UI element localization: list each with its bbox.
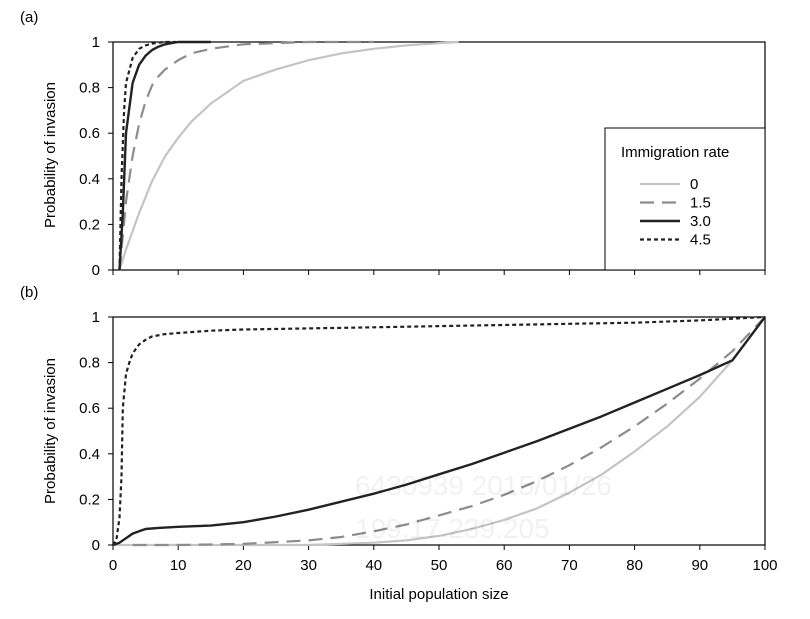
- panel-b-x-tick-label: 100: [752, 557, 778, 574]
- panel-b-y-tick-label: 0.2: [79, 491, 100, 509]
- panel-b-x-tick-label: 70: [561, 557, 578, 574]
- panel-b-x-tick-label: 30: [300, 557, 317, 574]
- panel-b-x-tick-label: 10: [169, 557, 187, 574]
- panel-a-y-tick-label: 0.2: [79, 216, 100, 234]
- panel-b-x-tick-label: 40: [365, 557, 383, 574]
- legend: [605, 128, 765, 270]
- panel-b-x-tick-label: 60: [495, 557, 513, 574]
- panel-b-y-ticks: [79, 309, 113, 554]
- panel-a-y-tick-label: 1: [91, 34, 100, 51]
- legend-title: Immigration rate: [621, 144, 730, 161]
- panel-b-series-line-0: [113, 317, 765, 545]
- panel-a: [20, 9, 765, 279]
- panel-a-y-tick-label: 0.6: [79, 125, 100, 143]
- panel-a-y-tick-label: 0.4: [79, 170, 100, 188]
- panel-a-y-ticks: [79, 34, 113, 279]
- panel-b-x-tick-label: 20: [235, 557, 252, 574]
- panel-a-label: (a): [20, 9, 39, 26]
- panel-b-x-ticks: [109, 545, 778, 574]
- panel-a-x-ticks: [113, 270, 765, 275]
- panel-b-y-axis-label: Probability of invasion: [42, 358, 59, 504]
- panel-a-y-tick-label: 0: [91, 262, 100, 279]
- legend-label-3-0: 3.0: [690, 213, 711, 230]
- panel-b-y-tick-label: 0: [91, 537, 100, 554]
- panel-b-series: [113, 317, 765, 545]
- legend-label-1-5: 1.5: [690, 194, 711, 212]
- panel-b-series-line-3-0: [113, 317, 765, 545]
- legend-label-0: 0: [690, 176, 699, 193]
- legend-label-4-5: 4.5: [690, 231, 711, 249]
- panel-a-series-line-4-5: [120, 42, 179, 270]
- panel-b-y-tick-label: 1: [91, 309, 100, 326]
- panel-b-y-tick-label: 0.6: [79, 400, 100, 418]
- panel-b-y-tick-label: 0.8: [79, 354, 100, 372]
- panel-a-y-tick-label: 0.8: [79, 79, 100, 97]
- panel-b-series-line-4-5: [113, 317, 765, 545]
- panel-b-plot-frame: [113, 317, 765, 545]
- panel-a-y-axis-label: Probability of invasion: [42, 82, 59, 228]
- panel-a-series-line-0: [120, 42, 459, 270]
- watermark-line-2: 199.17.239.205: [355, 513, 550, 544]
- panel-b-x-tick-label: 50: [430, 557, 448, 574]
- panel-a-series: [120, 42, 459, 270]
- panel-b-x-tick-label: 90: [691, 557, 709, 574]
- panel-a-series-line-1-5: [120, 42, 374, 270]
- panel-b-y-tick-label: 0.4: [79, 445, 100, 463]
- panel-b-x-tick-label: 80: [626, 557, 643, 574]
- panel-b-series-line-1-5: [133, 317, 765, 545]
- watermark-line-1: 6430939 2015/01/26: [355, 470, 612, 501]
- panel-b-label: (b): [20, 284, 39, 301]
- panel-b-x-axis-label: Initial population size: [369, 586, 509, 603]
- panel-b: [20, 284, 778, 603]
- panel-b-x-tick-label: 0: [108, 557, 118, 574]
